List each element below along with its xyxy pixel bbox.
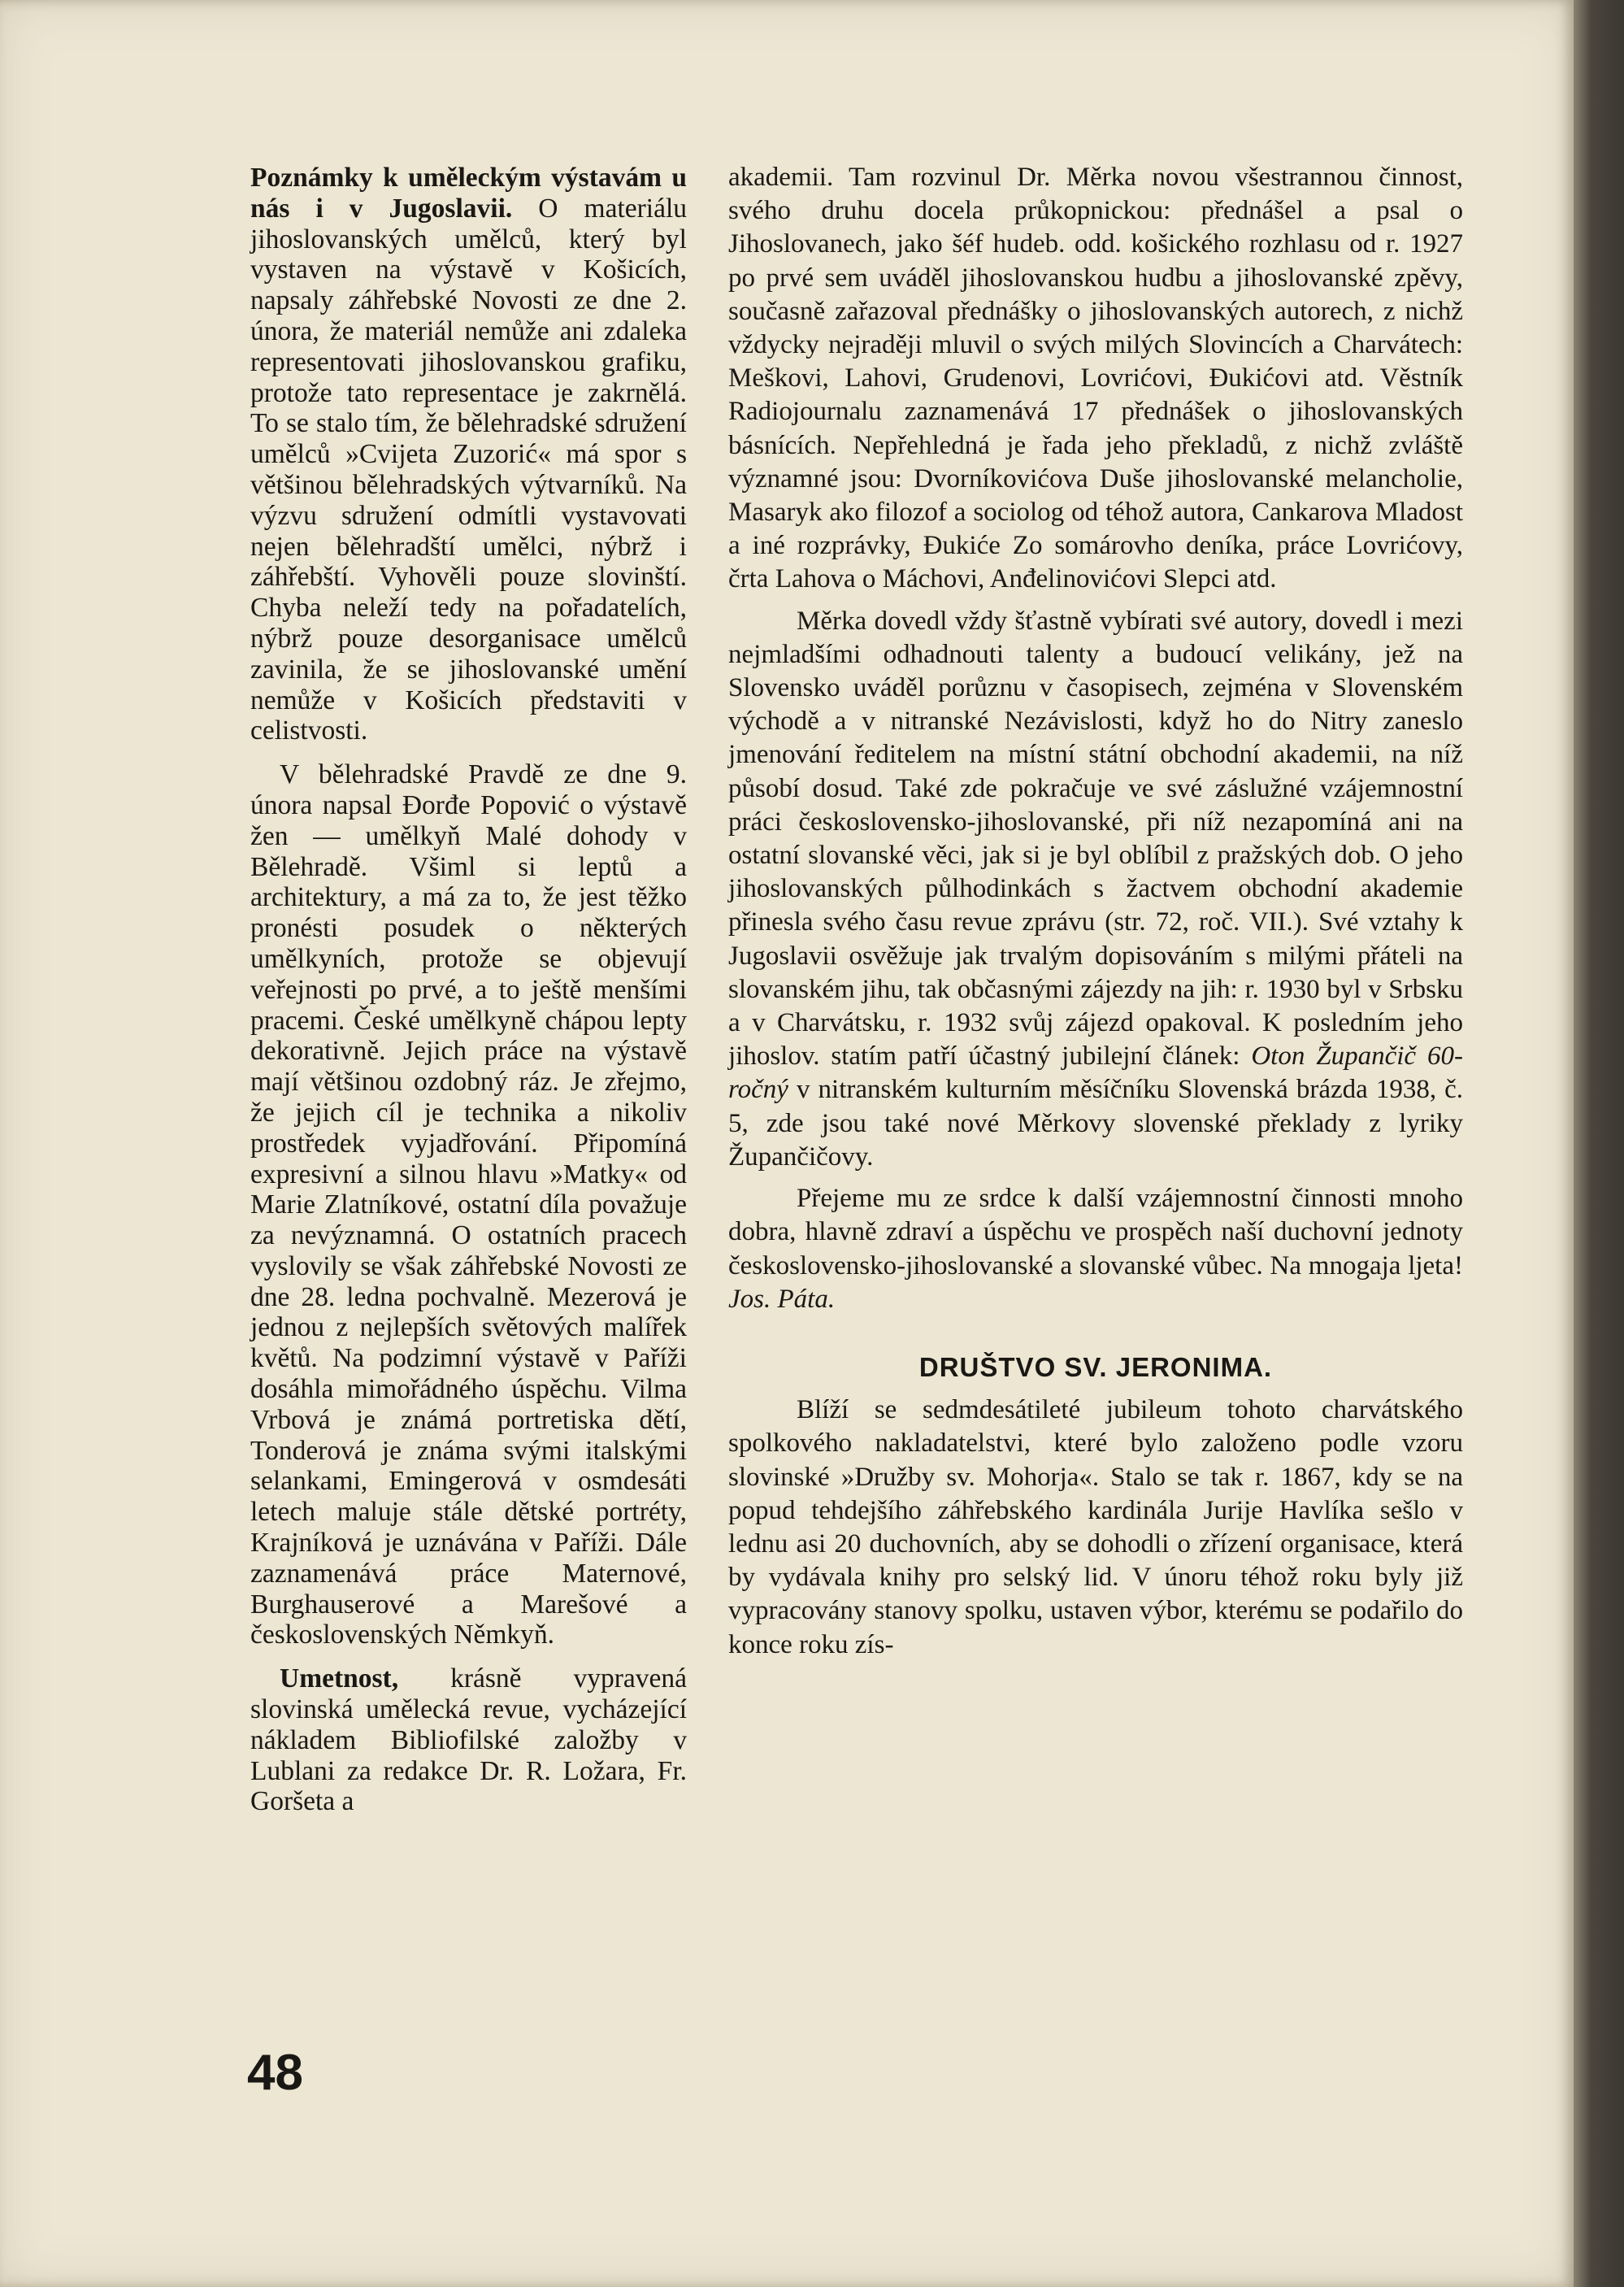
paragraph-jeronim bbox=[728, 1394, 1463, 1662]
page-number: 48 bbox=[247, 2045, 303, 2101]
paragraph-prejeme bbox=[728, 1182, 1463, 1316]
paragraph-text: O materiálu jihoslovanských umělců, který byl vystaven na výstavě v Košicích, napsaly záhřebské Novosti ze dne 2. února, že materiál nemůže ani zdaleka representovati jihoslovanskou grafiku, protože tato representace je zakrnělá. To se stalo tím, že bělehradské sdružení umělců »Cvijeta Zuzorić« má spor s většinou bělehradských výtvarníků. Na výzvu sdružení odmítli vystavovati nejen bělehradští umělci, nýbrž i záhřebští. Vyhověli pouze slovinští. Chyba neleží tedy na pořadatelích, nýbrž pouze desorganisace umělců zavinila, že se jihoslovanské umění nemůže v Košicích představiti v celistvosti. bbox=[250, 193, 688, 746]
paragraph-umetnost bbox=[250, 1663, 687, 1817]
paragraph-text: akademii. Tam rozvinul Dr. Měrka novou všestrannou činnost, svého druhu docela průkopnickou: přednášel a psal o Jihoslovanech, jako šéf hudeb. odd. košického rozhlasu od r. 1927 po prvé sem uváděl jihoslovanskou hudbu a jihoslovanské zpěvy, současně zařazoval přednášky o jihoslovanských autorech, z nichž vždycky nejraději mluvil o svých milých Slovincích a Charvátech: Meškovi, Lahovi, Grudenovi, Lovrićovi, Đukićovi atd. Věstník Radiojournalu zaznamenává 17 přednášek o jihoslovanských básnících. Nepřehledná je řada jeho překladů, z nichž zvláště významné jsou: Dvorníkovićova Duše jihoslovanské melancholie, Masaryk ako filozof a sociolog od téhož autora, Cankarova Mladost a iné rozprávky, Đukiće Zo somárovho deníka, práce Lovrićovy, črta Lahova o Máchovi, Anđelinovićovi Slepci atd. bbox=[728, 163, 1463, 594]
paragraph-uvodni bbox=[250, 163, 687, 746]
right-column bbox=[728, 161, 1463, 1662]
paragraph-text: Přejeme mu ze srdce k další vzájemnostní činnosti mnoho dobra, hlavně zdraví a úspěchu ve prospěch naší duchovní jednoty československo-jihoslovanské a slovanské vůbec. Na mnogaja ljeta! bbox=[728, 1184, 1463, 1280]
italic-title-zupancic: Oton Župančič 60-ročný bbox=[728, 1041, 1464, 1105]
left-column bbox=[250, 163, 687, 1817]
paragraph-text-continued: v nitranském kulturním měsíčníku Slovenská brázda 1938, č. 5, zde jsou také nové Měrkovy slovenské překlady z lyriky Župančičovy. bbox=[728, 1075, 1464, 1172]
author-signature: Jos. Páta. bbox=[728, 1284, 836, 1314]
paragraph-text: V bělehradské Pravdě ze dne 9. února napsal Đorđe Popović o výstavě žen — umělkyň Malé dohody v Bělehradě. Všiml si leptů a architektury, a má za to, že jest těžko pronésti posudek o některých umělkyních, protože se objevují veřejnosti po prvé, a to ještě menšími pracemi. České umělkyně chápou lepty dekorativně. Jejich práce na výstavě mají většinou ozdobný ráz. Je zřejmo, že jejich cíl je technika a nikoliv prostředek vyjadřování. Připomíná expresivní a silnou hlavu »Matky« od Marie Zlatníkové, ostatní díla považuje za nevýznamná. O ostatních pracech vyslovily se však záhřebské Novosti ze dne 28. ledna pochvalně. Mezerová je jednou z nejlepších světových malířek květů. Na podzimní výstavě v Paříži dosáhla mimořádného úspěchu. Vilma Vrbová je známá portretiska dětí, Tonderová je známa svými italskými selankami, Emingerová v osmdesáti letech maluje stále dětské portréty, Krajníková je uznávána v Paříži. Dále zaznamenává práce Maternové, Burghauserové a Marešové a československých Němkyň. bbox=[250, 759, 687, 1650]
paragraph-akademii bbox=[728, 161, 1463, 597]
paragraph-text: krásně vypravená slovinská umělecká revue, vycházející nákladem Bibliofilské založby v Lublani za redakce Dr. R. Ložara, Fr. Goršeta a bbox=[250, 1663, 687, 1817]
book-binding-edge bbox=[1574, 0, 1624, 2287]
run-in-heading-poznamky: Poznámky k uměleckým výstavám u nás i v Jugoslavii. bbox=[250, 163, 687, 224]
paragraph-text: Blíží se sedmdesátileté jubileum tohoto charvátského spolkového nakladatelstvi, které bylo založeno podle vzoru slovinské »Družby sv. Mohorja«. Stalo se tak r. 1867, kdy se na popud tehdejšího záhřebského kardinála Jurije Havlíka sešlo v lednu asi 20 duchovních, aby se dohodli o zřízení organisace, která by vydávala knihy pro selský lid. V únoru téhož roku byly již vypracovány stanovy spolku, ustaven výbor, kterému se podařilo do konce roku zís- bbox=[728, 1395, 1463, 1659]
run-in-heading-umetnost: Umetnost, bbox=[280, 1663, 399, 1694]
paragraph-merka bbox=[728, 605, 1463, 1174]
paragraph-pravda bbox=[250, 759, 687, 1650]
paragraph-text: Měrka dovedl vždy šťastně vybírati své autory, dovedl i mezi nejmladšími odhadnouti talenty a budoucí velikány, jež na Slovensko uváděl porůznu v časopisech, zejména v Slovenském východě a v nitranské Nezávislosti, když ho do Nitry zaneslo jmenování ředitelem na místní státní obchodní akademii, na níž působí dosud. Také zde pokračuje ve své záslužné vzájemnostní práci československo-jihoslovanské, při níž nezapomíná ani na ostatní slovanské věci, jak si je byl oblíbil z pražských dob. O jeho jihoslovanských půlhodinkách s žactvem obchodní akademie přinesla svého času revue zprávu (str. 72, roč. VII.). Své vztahy k Jugoslavii osvěžuje jak trvalým dopisováním s milými přáteli na slovanském jihu, tak občasnými zájezdy na jih: r. 1930 byl v Srbsku a v Charvátsku, r. 1932 svůj zájezd opakoval. K posledním jeho jihoslov. statím patří účastný jubilejní článek: bbox=[728, 606, 1463, 1072]
section-heading: DRUŠTVO SV. JERONIMA. bbox=[918, 1351, 1273, 1382]
